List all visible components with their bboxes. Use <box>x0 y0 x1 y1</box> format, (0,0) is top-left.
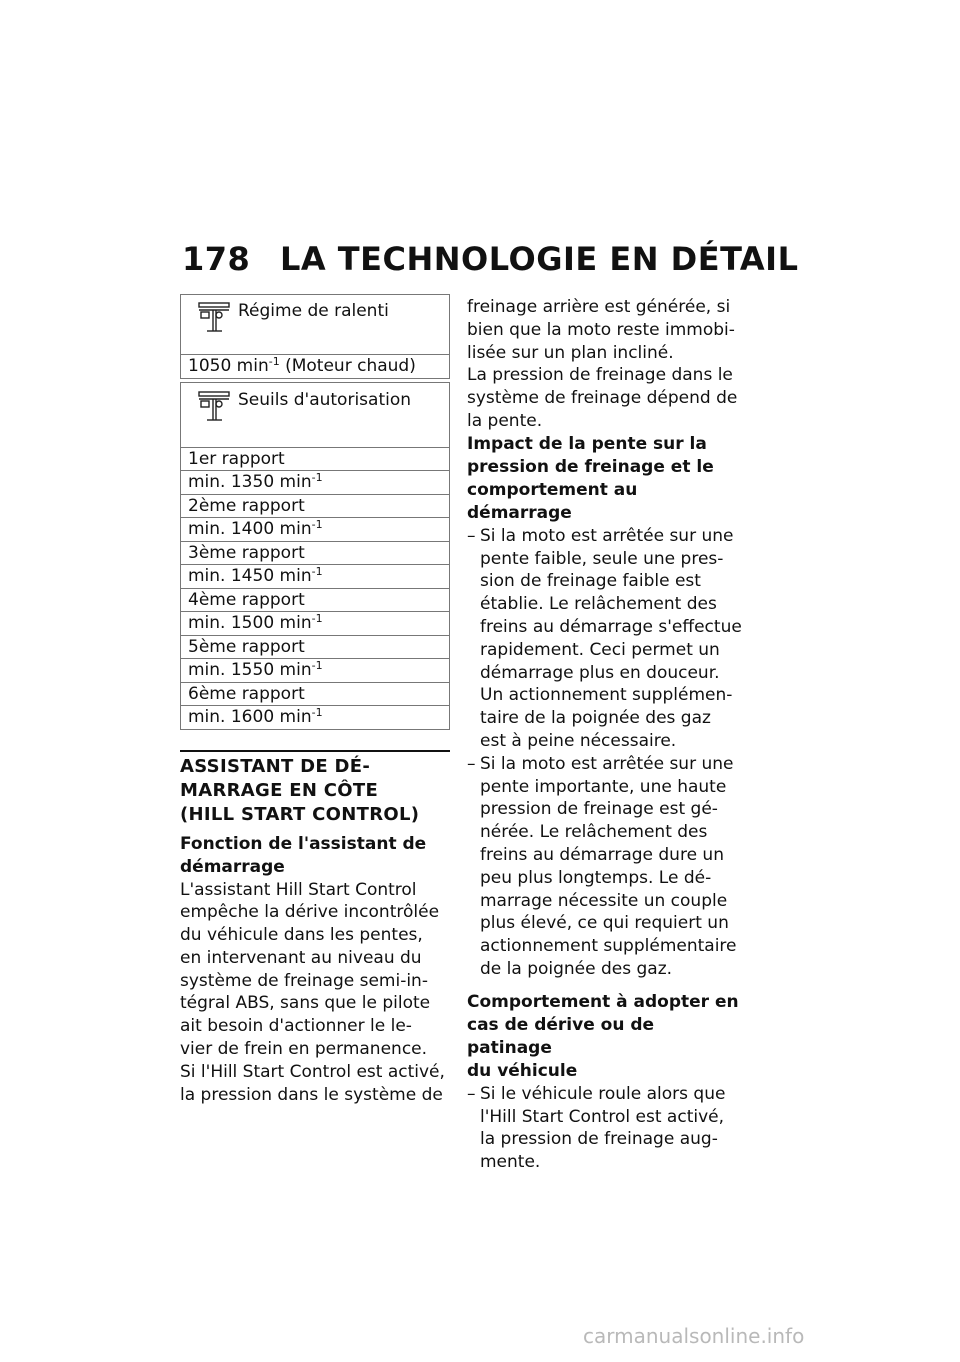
section-title: ASSISTANT DE DÉ- MARRAGE EN CÔTE (HILL START CONTROL) <box>180 755 420 825</box>
list-item: – Si la moto est arrêtée sur une pente faible, seule une pres- sion de freinage faible est établie. Le relâchement des freins au démarrage s'effectue rapidement. Ceci permet un démarrage plus en douceur. Un actionnement supplémen- taire de la poignée des gaz est à peine nécessaire. <box>467 525 742 753</box>
paragraph-slope-pressure: La pression de freinage dans le système de freinage dépend de la pente. <box>467 365 738 431</box>
gear-label: 2ème rapport <box>181 494 450 518</box>
paragraph-continuation: freinage arrière est générée, si bien que la moto reste immobi- lisée sur un plan incliné. <box>467 297 735 363</box>
list-item: – Si la moto est arrêtée sur une pente importante, une haute pression de freinage est gé- nérée. Le relâchement des freins au démarrage dure un peu plus longtemps. Le dé- marrage nécessite un couple plus élevé, ce qui requiert un actionnement supplémentaire de la poignée des gaz. <box>467 753 742 981</box>
idle-speed-value: 1050 $\min^{-1}$ (Moteur chaud) <box>181 355 450 379</box>
slope-bullet-list <box>467 525 742 981</box>
heading-slope-impact: Impact de la pente sur la pression de freinage et le comportement au démarrage <box>467 433 714 523</box>
section-paragraph: L'assistant Hill Start Control empêche la dérive incontrôlée du véhicule dans les pentes, en intervenant au niveau du système de freinage semi-in- tégral ABS, sans que le pilote ait besoin d'actionner le le- vier de frein en permanence. Si l'Hill Start Control est activé, la pression dans le système de <box>180 879 445 1105</box>
section-subheading: Fonction de l'assistant de démarrage <box>180 833 427 877</box>
threshold-table <box>180 382 450 730</box>
idle-speed-title: Régime de ralenti <box>238 301 389 321</box>
gear-threshold: min. 1350 $\min^{-1}$ <box>181 471 450 495</box>
gear-threshold: min. 1600 $\min^{-1}$ <box>181 706 450 730</box>
drift-bullet-list <box>467 1083 742 1174</box>
engine-gauge-icon <box>196 300 232 334</box>
section-divider <box>180 750 450 752</box>
gear-label: 6ème rapport <box>181 682 450 706</box>
threshold-header <box>181 382 450 447</box>
threshold-title: Seuils d'autorisation <box>238 389 412 410</box>
gear-label: 3ème rapport <box>181 541 450 565</box>
heading-drift-behavior: Comportement à adopter en cas de dérive ou de patinage du véhicule <box>467 991 739 1081</box>
engine-gauge-icon <box>196 389 232 423</box>
gear-label: 5ème rapport <box>181 635 450 659</box>
gear-threshold: min. 1450 $\min^{-1}$ <box>181 565 450 589</box>
gear-threshold: min. 1550 $\min^{-1}$ <box>181 659 450 683</box>
idle-speed-header <box>181 295 450 355</box>
idle-speed-table <box>180 294 450 379</box>
gear-threshold: min. 1400 $\min^{-1}$ <box>181 518 450 542</box>
page-header <box>182 240 798 278</box>
gear-label: 4ème rapport <box>181 588 450 612</box>
gear-threshold: min. 1500 $\min^{-1}$ <box>181 612 450 636</box>
page-number: 178 <box>182 240 251 278</box>
list-item: – Si le véhicule roule alors que l'Hill Start Control est activé, la pression de freinage aug- mente. <box>467 1083 742 1174</box>
right-column <box>467 296 742 1174</box>
watermark-link[interactable]: carmanualsonline.info <box>583 1324 805 1348</box>
chapter-title: LA TECHNOLOGIE EN DÉTAIL <box>280 240 799 278</box>
gear-label: 1er rapport <box>181 447 450 471</box>
left-column <box>180 294 450 1106</box>
